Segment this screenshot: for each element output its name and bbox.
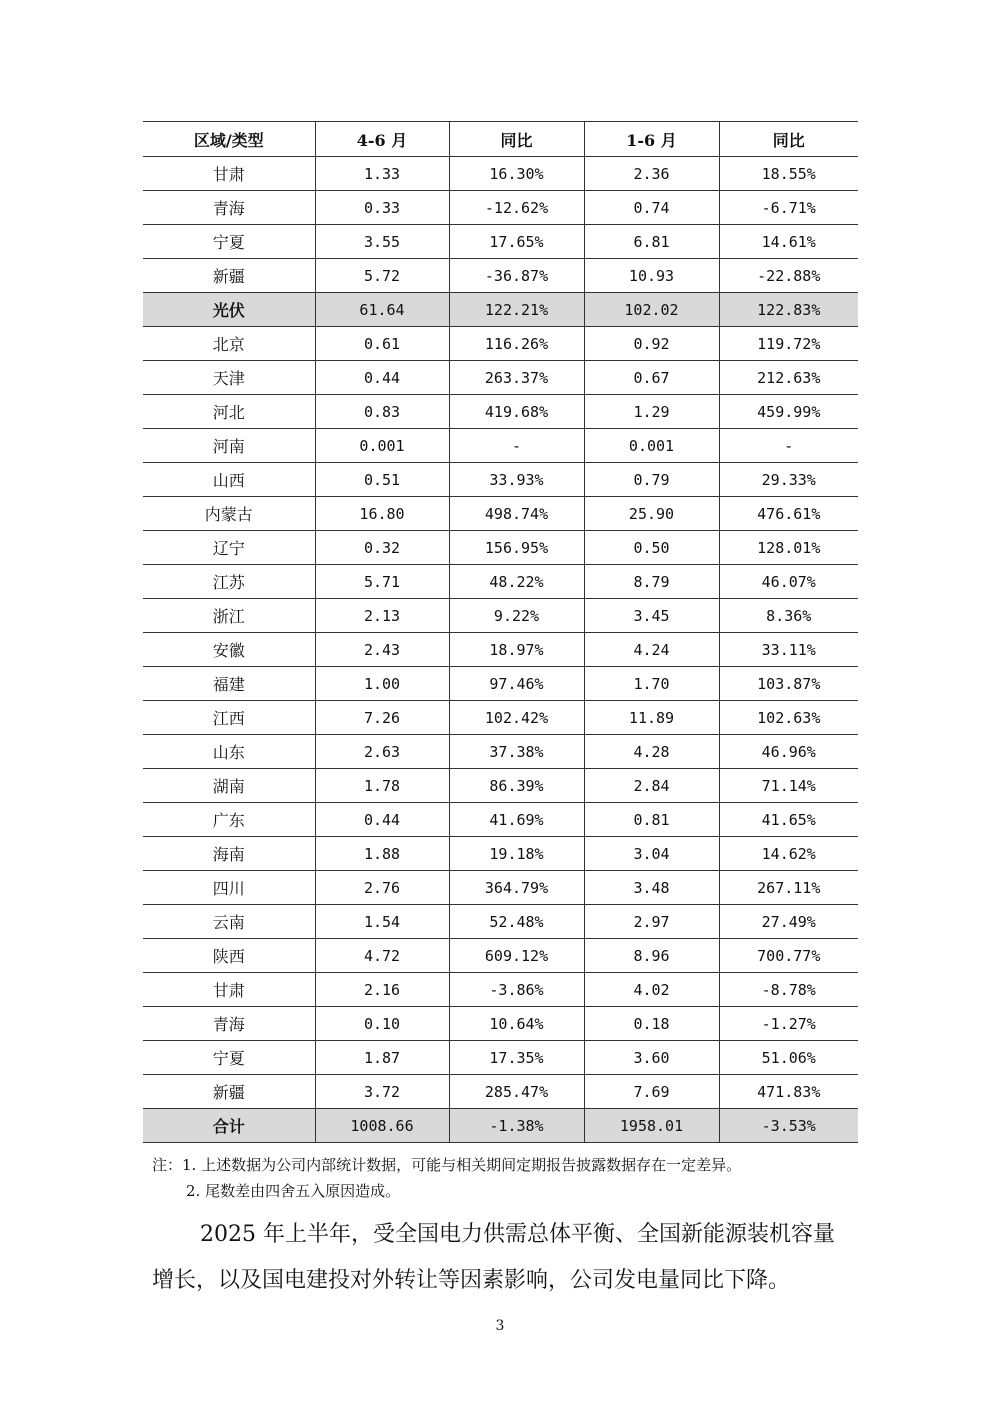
cell-h1: 0.50 <box>584 531 719 565</box>
cell-h1-yoy: 119.72% <box>719 327 858 361</box>
table-row <box>143 1075 858 1109</box>
cell-region: 青海 <box>143 1007 315 1041</box>
table-row <box>143 157 858 191</box>
table-row <box>143 667 858 701</box>
cell-h1: 8.79 <box>584 565 719 599</box>
cell-q2-yoy: -36.87% <box>449 259 584 293</box>
cell-h1-yoy: 471.83% <box>719 1075 858 1109</box>
cell-h1-yoy: -3.53% <box>719 1109 858 1143</box>
cell-region: 宁夏 <box>143 1041 315 1075</box>
cell-h1: 10.93 <box>584 259 719 293</box>
table-row <box>143 463 858 497</box>
cell-h1-yoy: 8.36% <box>719 599 858 633</box>
cell-q2: 1.88 <box>315 837 449 871</box>
table-row <box>143 735 858 769</box>
cell-h1: 0.92 <box>584 327 719 361</box>
cell-region: 北京 <box>143 327 315 361</box>
cell-region: 新疆 <box>143 259 315 293</box>
table-row <box>143 497 858 531</box>
table-row <box>143 565 858 599</box>
table-row <box>143 599 858 633</box>
table-row <box>143 803 858 837</box>
cell-q2-yoy: 17.65% <box>449 225 584 259</box>
cell-region: 合计 <box>143 1109 315 1143</box>
generation-table-container <box>143 121 858 1143</box>
cell-q2: 0.83 <box>315 395 449 429</box>
cell-q2-yoy: 97.46% <box>449 667 584 701</box>
cell-h1: 0.67 <box>584 361 719 395</box>
cell-q2-yoy: 263.37% <box>449 361 584 395</box>
cell-h1: 3.45 <box>584 599 719 633</box>
note-line-2: 2. 尾数差由四舍五入原因造成。 <box>186 1182 401 1200</box>
table-row <box>143 531 858 565</box>
cell-h1: 0.74 <box>584 191 719 225</box>
cell-h1: 1.29 <box>584 395 719 429</box>
cell-h1: 102.02 <box>584 293 719 327</box>
cell-h1: 4.24 <box>584 633 719 667</box>
table-row <box>143 429 858 463</box>
cell-q2: 5.71 <box>315 565 449 599</box>
cell-region: 安徽 <box>143 633 315 667</box>
cell-q2: 4.72 <box>315 939 449 973</box>
cell-q2-yoy: 18.97% <box>449 633 584 667</box>
cell-region: 广东 <box>143 803 315 837</box>
table-row <box>143 633 858 667</box>
cell-q2: 0.61 <box>315 327 449 361</box>
table-row <box>143 701 858 735</box>
cell-h1-yoy: 14.62% <box>719 837 858 871</box>
cell-q2: 0.001 <box>315 429 449 463</box>
table-row <box>143 905 858 939</box>
cell-h1: 8.96 <box>584 939 719 973</box>
body-paragraph: 2025 年上半年，受全国电力供需总体平衡、全国新能源装机容量增长，以及国电建投对外转让等因素影响，公司发电量同比下降。 <box>152 1222 835 1293</box>
cell-region: 甘肃 <box>143 973 315 1007</box>
cell-q2: 16.80 <box>315 497 449 531</box>
table-row <box>143 939 858 973</box>
table-header-row <box>143 122 858 157</box>
cell-h1: 2.84 <box>584 769 719 803</box>
cell-q2-yoy: 364.79% <box>449 871 584 905</box>
cell-q2-yoy: -1.38% <box>449 1109 584 1143</box>
table-row <box>143 327 858 361</box>
cell-q2-yoy: 156.95% <box>449 531 584 565</box>
table-row <box>143 395 858 429</box>
cell-q2: 3.72 <box>315 1075 449 1109</box>
cell-h1-yoy: 103.87% <box>719 667 858 701</box>
cell-q2-yoy: 33.93% <box>449 463 584 497</box>
header-q2: 4-6 月 <box>315 122 449 157</box>
cell-h1-yoy: 267.11% <box>719 871 858 905</box>
cell-region: 山东 <box>143 735 315 769</box>
cell-region: 内蒙古 <box>143 497 315 531</box>
cell-h1-yoy: 476.61% <box>719 497 858 531</box>
cell-h1-yoy: 128.01% <box>719 531 858 565</box>
cell-q2-yoy: 37.38% <box>449 735 584 769</box>
cell-q2-yoy: 9.22% <box>449 599 584 633</box>
cell-h1-yoy: -22.88% <box>719 259 858 293</box>
cell-h1-yoy: 27.49% <box>719 905 858 939</box>
cell-region: 甘肃 <box>143 157 315 191</box>
cell-q2: 2.43 <box>315 633 449 667</box>
cell-q2: 61.64 <box>315 293 449 327</box>
cell-h1: 3.48 <box>584 871 719 905</box>
cell-h1-yoy: 18.55% <box>719 157 858 191</box>
cell-region: 云南 <box>143 905 315 939</box>
header-region: 区域/类型 <box>143 122 315 157</box>
table-row <box>143 769 858 803</box>
cell-h1: 7.69 <box>584 1075 719 1109</box>
table-row <box>143 293 858 327</box>
cell-h1: 3.04 <box>584 837 719 871</box>
cell-q2-yoy: 285.47% <box>449 1075 584 1109</box>
cell-q2: 2.63 <box>315 735 449 769</box>
table-row <box>143 1109 858 1143</box>
cell-region: 陕西 <box>143 939 315 973</box>
cell-region: 江苏 <box>143 565 315 599</box>
cell-region: 宁夏 <box>143 225 315 259</box>
cell-h1-yoy: -1.27% <box>719 1007 858 1041</box>
table-row <box>143 191 858 225</box>
cell-region: 山西 <box>143 463 315 497</box>
table-body <box>143 157 858 1143</box>
cell-q2-yoy: 16.30% <box>449 157 584 191</box>
cell-region: 河南 <box>143 429 315 463</box>
cell-q2: 1008.66 <box>315 1109 449 1143</box>
cell-h1: 3.60 <box>584 1041 719 1075</box>
table-row <box>143 1007 858 1041</box>
table-row <box>143 1041 858 1075</box>
cell-h1-yoy: 46.96% <box>719 735 858 769</box>
cell-region: 河北 <box>143 395 315 429</box>
header-h1-yoy: 同比 <box>719 122 858 157</box>
cell-region: 浙江 <box>143 599 315 633</box>
cell-h1: 1958.01 <box>584 1109 719 1143</box>
cell-q2: 0.51 <box>315 463 449 497</box>
cell-q2-yoy: 10.64% <box>449 1007 584 1041</box>
cell-q2-yoy: -12.62% <box>449 191 584 225</box>
cell-q2: 2.16 <box>315 973 449 1007</box>
cell-region: 青海 <box>143 191 315 225</box>
cell-h1: 0.001 <box>584 429 719 463</box>
table-notes <box>152 1152 741 1204</box>
cell-q2: 0.10 <box>315 1007 449 1041</box>
cell-h1-yoy: 46.07% <box>719 565 858 599</box>
cell-h1: 2.97 <box>584 905 719 939</box>
cell-h1: 4.28 <box>584 735 719 769</box>
cell-region: 辽宁 <box>143 531 315 565</box>
cell-q2: 3.55 <box>315 225 449 259</box>
cell-h1: 0.79 <box>584 463 719 497</box>
cell-q2: 1.33 <box>315 157 449 191</box>
cell-h1: 1.70 <box>584 667 719 701</box>
cell-region: 江西 <box>143 701 315 735</box>
cell-q2: 5.72 <box>315 259 449 293</box>
cell-q2-yoy: 48.22% <box>449 565 584 599</box>
cell-q2: 0.44 <box>315 803 449 837</box>
cell-h1: 25.90 <box>584 497 719 531</box>
cell-region: 海南 <box>143 837 315 871</box>
cell-region: 光伏 <box>143 293 315 327</box>
cell-q2-yoy: 41.69% <box>449 803 584 837</box>
cell-h1-yoy: - <box>719 429 858 463</box>
cell-h1: 4.02 <box>584 973 719 1007</box>
cell-region: 四川 <box>143 871 315 905</box>
page-number: 3 <box>495 1318 505 1334</box>
cell-q2: 2.76 <box>315 871 449 905</box>
cell-q2-yoy: 419.68% <box>449 395 584 429</box>
cell-q2: 0.32 <box>315 531 449 565</box>
table-row <box>143 225 858 259</box>
cell-h1-yoy: 212.63% <box>719 361 858 395</box>
cell-h1-yoy: 71.14% <box>719 769 858 803</box>
cell-h1-yoy: 29.33% <box>719 463 858 497</box>
cell-q2: 0.33 <box>315 191 449 225</box>
cell-h1-yoy: 51.06% <box>719 1041 858 1075</box>
cell-h1-yoy: 14.61% <box>719 225 858 259</box>
cell-h1-yoy: 41.65% <box>719 803 858 837</box>
cell-q2-yoy: 19.18% <box>449 837 584 871</box>
cell-q2-yoy: - <box>449 429 584 463</box>
cell-q2-yoy: 609.12% <box>449 939 584 973</box>
cell-region: 福建 <box>143 667 315 701</box>
cell-h1-yoy: 459.99% <box>719 395 858 429</box>
cell-q2-yoy: 86.39% <box>449 769 584 803</box>
cell-region: 天津 <box>143 361 315 395</box>
cell-q2: 0.44 <box>315 361 449 395</box>
cell-h1-yoy: 102.63% <box>719 701 858 735</box>
cell-h1: 6.81 <box>584 225 719 259</box>
cell-h1-yoy: 33.11% <box>719 633 858 667</box>
table-row <box>143 259 858 293</box>
cell-q2-yoy: 122.21% <box>449 293 584 327</box>
cell-q2-yoy: 52.48% <box>449 905 584 939</box>
cell-h1: 11.89 <box>584 701 719 735</box>
cell-h1-yoy: 700.77% <box>719 939 858 973</box>
cell-q2-yoy: 498.74% <box>449 497 584 531</box>
cell-region: 新疆 <box>143 1075 315 1109</box>
cell-q2: 1.87 <box>315 1041 449 1075</box>
table-row <box>143 973 858 1007</box>
table-row <box>143 837 858 871</box>
table-row <box>143 361 858 395</box>
cell-h1: 0.81 <box>584 803 719 837</box>
note-line-1: 注：1. 上述数据为公司内部统计数据，可能与相关期间定期报告披露数据存在一定差异。 <box>152 1156 742 1174</box>
cell-h1-yoy: -6.71% <box>719 191 858 225</box>
cell-h1: 0.18 <box>584 1007 719 1041</box>
cell-h1-yoy: 122.83% <box>719 293 858 327</box>
cell-h1: 2.36 <box>584 157 719 191</box>
header-q2-yoy: 同比 <box>449 122 584 157</box>
cell-q2: 1.00 <box>315 667 449 701</box>
cell-region: 湖南 <box>143 769 315 803</box>
cell-q2: 1.78 <box>315 769 449 803</box>
cell-q2-yoy: 17.35% <box>449 1041 584 1075</box>
cell-q2: 1.54 <box>315 905 449 939</box>
cell-h1-yoy: -8.78% <box>719 973 858 1007</box>
cell-q2-yoy: 102.42% <box>449 701 584 735</box>
cell-q2: 7.26 <box>315 701 449 735</box>
cell-q2: 2.13 <box>315 599 449 633</box>
cell-q2-yoy: 116.26% <box>449 327 584 361</box>
header-h1: 1-6 月 <box>584 122 719 157</box>
generation-table <box>143 121 858 1143</box>
cell-q2-yoy: -3.86% <box>449 973 584 1007</box>
table-row <box>143 871 858 905</box>
